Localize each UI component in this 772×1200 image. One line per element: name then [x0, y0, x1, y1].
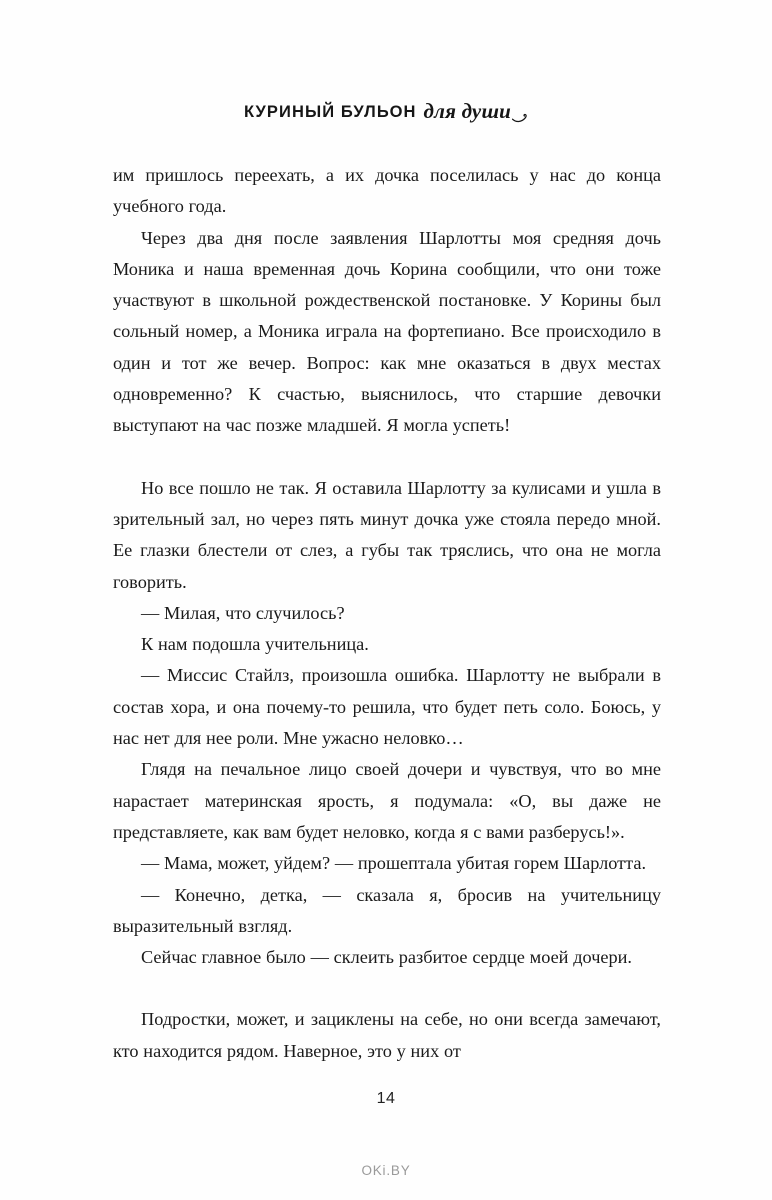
paragraph: им пришлось переехать, а их дочка поселилась у нас до конца учебного года. — [113, 165, 661, 217]
paragraph: Но все пошло не так. Я оставила Шарлотту за кулисами и ушла в зрительный зал, но через пять минут дочка уже стояла передо мной. Ее глазки блестели от слез, а губы так тряслись, что она не могла говорить. — [113, 477, 661, 592]
block-separator — [113, 442, 661, 473]
paragraph: Через два дня после заявления Шарлотты моя средняя дочь Моника и наша временная дочь Корина сообщили, что они тоже участвуют в школьной рождественской постановке. У Корины был сольный номер, а Моника играла на фортепиано. Все происходило в один и тот же вечер. Вопрос: как мне оказаться в двух местах одновременно? К счастью, выяснилось, что старшие девочки выступают на час позже младшей. Я могла успеть! — [113, 227, 661, 436]
running-head-subtitle: для души — [423, 99, 512, 123]
page-number: 14 — [376, 1090, 396, 1107]
running-head — [0, 100, 772, 121]
paragraph-dialogue: — Мама, может, уйдем? — прошептала убитая горем Шарлотта. — [141, 853, 647, 874]
text-block — [113, 160, 661, 442]
paragraph-dialogue: — Конечно, детка, — сказала я, бросив на учительницу выразительный взгляд. — [113, 884, 661, 936]
body-text-column — [113, 160, 661, 1067]
paragraph-dialogue: — Миссис Стайлз, произошла ошибка. Шарлотту не выбрали в состав хора, и она почему-то решила, что будет петь соло. Боюсь, у нас нет для нее роли. Мне ужасно неловко… — [113, 665, 661, 749]
running-head-title: КУРИНЫЙ БУЛЬОН — [243, 103, 417, 121]
paragraph: Подростки, может, и зациклены на себе, но они всегда замечают, кто находится рядом. Наверное, это у них от — [113, 1009, 661, 1061]
text-block — [113, 1004, 661, 1067]
paragraph: Сейчас главное было — склеить разбитое сердце моей дочери. — [141, 947, 633, 968]
watermark: OKi.BY — [361, 1163, 411, 1178]
text-block — [113, 473, 661, 974]
paragraph-dialogue: — Милая, что случилось? — [141, 602, 345, 623]
paragraph: Глядя на печальное лицо своей дочери и чувствуя, что во мне нарастает материнская ярость, я подумала: «О, вы даже не представляете, как вам будет неловко, когда я с вами разберусь!». — [113, 759, 661, 842]
block-separator — [113, 973, 661, 1004]
swash-flourish-icon — [512, 111, 528, 121]
paragraph: К нам подошла учительница. — [141, 634, 369, 655]
